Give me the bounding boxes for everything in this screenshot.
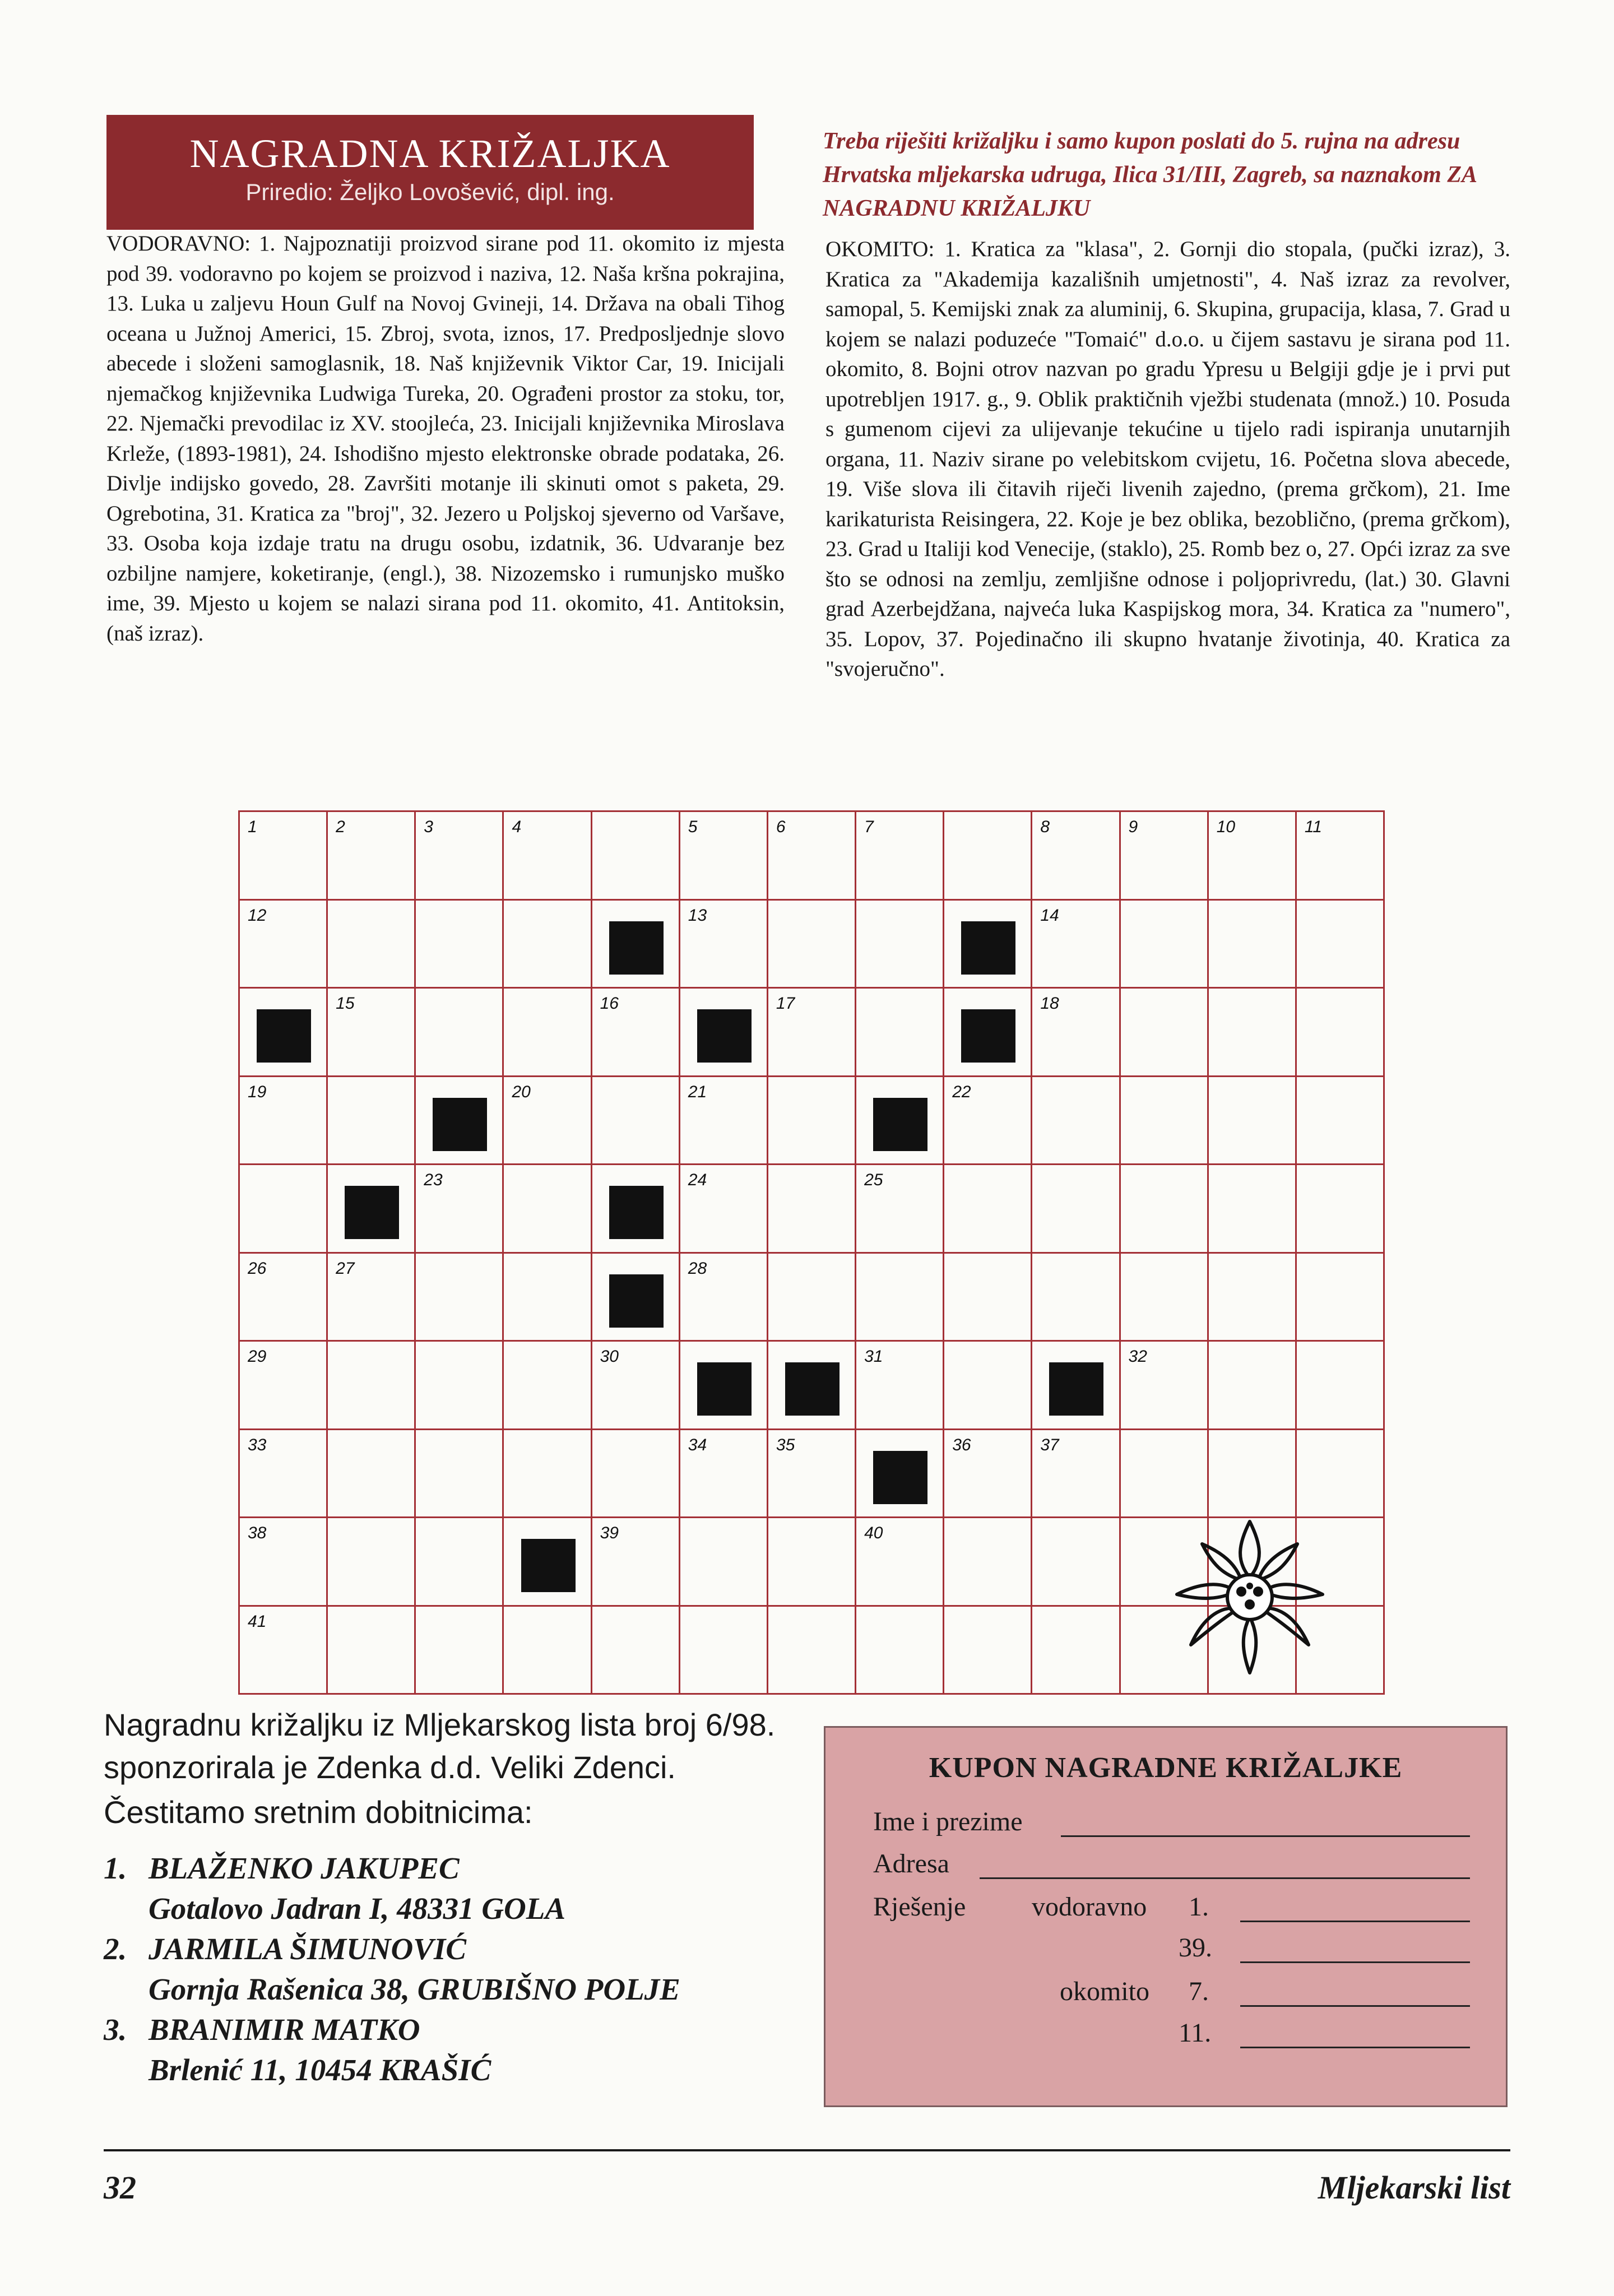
black-square — [697, 1009, 752, 1063]
grid-cell[interactable] — [502, 1075, 592, 1166]
cell-number: 6 — [776, 818, 786, 836]
instructions-text: Treba riješiti križaljku i samo kupon poslati do 5. rujna na adresu Hrvatska mljekarska udruga, Ilica 31/III, Zagreb, sa naznakom ZA NAGRADNU KRIŽALJKU — [823, 128, 1476, 221]
grid-cell[interactable] — [414, 1252, 504, 1342]
cell-number: 28 — [688, 1259, 707, 1278]
cell-number: 20 — [512, 1082, 531, 1101]
grid-cell[interactable] — [414, 899, 504, 989]
cell-number: 9 — [1128, 818, 1138, 836]
grid-cell[interactable] — [679, 899, 768, 989]
black-square — [1049, 1362, 1103, 1416]
cell-number: 4 — [512, 818, 522, 836]
winner-name: BRANIMIR MATKO — [149, 2012, 420, 2047]
publication-name: Mljekarski list — [1318, 2169, 1510, 2206]
grid-cell[interactable] — [414, 1428, 504, 1519]
grid-cell[interactable] — [1031, 1163, 1120, 1254]
black-square — [873, 1098, 927, 1151]
grid-cell[interactable] — [591, 987, 680, 1077]
grid-cell[interactable] — [1207, 899, 1297, 989]
grid-cell[interactable] — [767, 810, 856, 901]
grid-cell[interactable] — [1031, 1252, 1120, 1342]
grid-cell[interactable] — [679, 1516, 768, 1607]
cell-number: 32 — [1128, 1347, 1147, 1366]
winner-number: 2. — [104, 1932, 127, 1966]
cell-number: 1 — [248, 818, 257, 836]
cell-number: 12 — [248, 906, 267, 925]
grid-cell[interactable] — [591, 1075, 680, 1166]
grid-cell[interactable] — [855, 1516, 944, 1607]
cell-number: 41 — [248, 1612, 267, 1631]
grid-cell[interactable] — [502, 987, 592, 1077]
grid-cell[interactable] — [1295, 899, 1385, 989]
grid-cell[interactable] — [679, 810, 768, 901]
black-square — [873, 1451, 927, 1504]
grid-cell[interactable] — [1207, 1075, 1297, 1166]
grid-cell[interactable] — [1031, 810, 1120, 901]
grid-cell[interactable] — [414, 1075, 504, 1166]
grid-cell[interactable] — [1119, 1428, 1209, 1519]
grid-cell[interactable] — [1119, 1252, 1209, 1342]
winner-address: Brlenić 11, 10454 KRAŠIĆ — [149, 2053, 491, 2087]
grid-cell[interactable] — [414, 1605, 504, 1695]
across-39-label: 39. — [1179, 1933, 1212, 1963]
cell-number: 31 — [864, 1347, 883, 1366]
address-label: Adresa — [873, 1849, 949, 1878]
grid-cell[interactable] — [1031, 1340, 1120, 1430]
grid-cell[interactable] — [943, 1516, 1032, 1607]
grid-cell[interactable] — [238, 987, 328, 1077]
grid-cell[interactable] — [238, 1075, 328, 1166]
grid-cell[interactable] — [238, 1340, 328, 1430]
across-1-label: 1. — [1189, 1892, 1209, 1922]
grid-cell[interactable] — [238, 1605, 328, 1695]
grid-cell[interactable] — [767, 1252, 856, 1342]
grid-cell[interactable] — [326, 1252, 416, 1342]
cell-number: 30 — [600, 1347, 619, 1366]
address-field[interactable] — [980, 1877, 1470, 1879]
list-item — [104, 1848, 799, 1889]
list-item — [104, 1929, 799, 1969]
grid-cell[interactable] — [767, 987, 856, 1077]
grid-cell[interactable] — [1207, 1252, 1297, 1342]
grid-cell[interactable] — [326, 810, 416, 901]
name-label: Ime i prezime — [873, 1807, 1023, 1836]
black-square — [609, 1186, 664, 1239]
grid-cell[interactable] — [767, 1428, 856, 1519]
winners-list — [104, 1848, 799, 2090]
grid-cell[interactable] — [855, 899, 944, 989]
grid-cell[interactable] — [1207, 1163, 1297, 1254]
grid-cell[interactable] — [943, 1252, 1032, 1342]
grid-cell[interactable] — [238, 1428, 328, 1519]
grid-cell[interactable] — [855, 1340, 944, 1430]
cell-number: 22 — [952, 1082, 971, 1101]
cell-number: 18 — [1040, 994, 1059, 1013]
winner-number: 3. — [104, 2012, 127, 2047]
grid-cell[interactable] — [502, 1428, 592, 1519]
grid-cell[interactable] — [943, 987, 1032, 1077]
cell-number: 2 — [336, 818, 345, 836]
grid-cell[interactable] — [591, 1340, 680, 1430]
black-square — [961, 921, 1015, 975]
grid-cell[interactable] — [679, 1605, 768, 1695]
grid-cell[interactable] — [1295, 1163, 1385, 1254]
grid-cell[interactable] — [1207, 810, 1297, 901]
grid-cell[interactable] — [767, 899, 856, 989]
cell-number: 33 — [248, 1435, 267, 1454]
cell-number: 35 — [776, 1435, 795, 1454]
grid-cell[interactable] — [414, 810, 504, 901]
winners-section — [104, 1704, 799, 2090]
cell-number: 16 — [600, 994, 619, 1013]
down-11-field[interactable] — [1240, 2047, 1470, 2048]
cell-number: 17 — [776, 994, 795, 1013]
edelweiss-flower-icon — [1168, 1510, 1331, 1684]
cell-number: 21 — [688, 1082, 707, 1101]
grid-cell[interactable] — [943, 810, 1032, 901]
grid-cell[interactable] — [591, 1516, 680, 1607]
cell-number: 25 — [864, 1171, 883, 1189]
grid-cell[interactable] — [591, 899, 680, 989]
grid-cell[interactable] — [1031, 1075, 1120, 1166]
grid-cell[interactable] — [943, 1605, 1032, 1695]
grid-cell[interactable] — [1295, 987, 1385, 1077]
grid-cell[interactable] — [502, 1605, 592, 1695]
header-banner — [106, 115, 754, 230]
grid-cell[interactable] — [502, 899, 592, 989]
grid-cell[interactable] — [855, 1163, 944, 1254]
grid-cell[interactable] — [767, 1340, 856, 1430]
winner-number: 1. — [104, 1851, 127, 1885]
grid-cell[interactable] — [326, 1428, 416, 1519]
cell-number: 27 — [336, 1259, 355, 1278]
grid-cell[interactable] — [855, 1252, 944, 1342]
cell-number: 36 — [952, 1435, 971, 1454]
cell-number: 38 — [248, 1524, 267, 1542]
black-square — [609, 1274, 664, 1328]
list-item — [104, 2010, 799, 2050]
down-11-label: 11. — [1179, 2018, 1212, 2048]
grid-cell[interactable] — [502, 810, 592, 901]
grid-cell[interactable] — [679, 987, 768, 1077]
cell-number: 19 — [248, 1082, 267, 1101]
grid-cell[interactable] — [326, 899, 416, 989]
across-clues: VODORAVNO: 1. Najpoznatiji proizvod sirane pod 11. okomito iz mjesta pod 39. vodoravno po kojem se proizvod i naziva, 12. Naša kršna pokrajina, 13. Luka u zaljevu Houn Gulf na Novoj Gvineji, 14. Država na obali Tihog oceana u Južnoj Americi, 15. Zbroj, svota, iznos, 17. Predposljednje slovo abecede i složeni samoglasnik, 18. Naš književnik Viktor Car, 19. Inicijali njemačkog književnika Ludwiga Tureka, 20. Ograđeni prostor za stoku, tor, 22. Njemački prevodilac iz XV. stoojleća, 23. Inicijali književnika Miroslava Krleže, (1893-1981), 24. Ishodišno mjesto elektronske obrade podataka, 26. Divlje indijsko govedo, 28. Završiti motanje ili skinuti omot s paketa, 29. Ogrebotina, 31. Kratica za "broj", 32. Jezero u Poljskoj sjeverno od Varšave, 33. Osoba koja izdaje tratu na drugu osobu, izdatnik, 36. Udvaranje bez ozbiljne namjere, koketiranje, (engl.), 38. Nizozemsko i rumunjsko muško ime, 39. Mjesto u kojem se nalazi sirana pod 11. okomito, 41. Antitoksin, (naš izraz). — [106, 231, 785, 646]
grid-cell[interactable] — [1119, 1340, 1209, 1430]
down-label: okomito — [1060, 1977, 1150, 2006]
footer-rule — [104, 2149, 1510, 2151]
grid-cell[interactable] — [767, 1605, 856, 1695]
winner-name: BLAŽENKO JAKUPEC — [149, 1851, 460, 1885]
grid-cell[interactable] — [238, 1252, 328, 1342]
cell-number: 7 — [864, 818, 874, 836]
across-1-field[interactable] — [1240, 1921, 1470, 1922]
grid-cell[interactable] — [414, 987, 504, 1077]
grid-cell[interactable] — [1295, 1340, 1385, 1430]
name-field[interactable] — [1061, 1835, 1470, 1837]
black-square — [961, 1009, 1015, 1063]
grid-cell[interactable] — [767, 1516, 856, 1607]
grid-cell[interactable] — [1207, 1428, 1297, 1519]
cell-number: 15 — [336, 994, 355, 1013]
cell-number: 5 — [688, 818, 698, 836]
page-title: NAGRADNA KRIŽALJKA — [189, 131, 671, 176]
grid-cell[interactable] — [591, 1163, 680, 1254]
grid-cell[interactable] — [1295, 1075, 1385, 1166]
grid-cell[interactable] — [326, 1605, 416, 1695]
down-clues: OKOMITO: 1. Kratica za "klasa", 2. Gornji dio stopala, (pučki izraz), 3. Kratica za "Akademija kazališnih umjetnosti", 4. Naš izraz za revolver, samopal, 5. Kemijski znak za aluminij, 6. Skupina, grupacija, klasa, 7. Grad u kojem se nalazi poduzeće "Tomaić" d.o.o. u čijem sastavu je sirana pod 11. okomito, 8. Bojni otrov nazvan po gradu Ypresu u Belgiji gdje je i prvi put upotrebljen 1917. g., 9. Oblik praktičnih vježbi studenata (množ.) 10. Posuda s gumenom cijevi za ulijevanje tekućine u tijelo radi ispiranja unutarnjih organa, 11. Naziv sirane po velebitskom cvijetu, 16. Početna slova abecede, 19. Više slova ili čitavih riječi livenih zajedno, (prema grčkom), 21. Ime karikaturista Reisingera, 22. Koje je bez oblika, bezoblično, (prema grčkom), 23. Grad u Italiji kod Venecije, (staklo), 25. Romb bez o, 27. Opći izraz za sve što se odnosi na zemlju, zemljišne odnose i poljoprivredu, (lat.) 30. Glavni grad Azerbejdžana, najveća luka Kaspijskog mora, 34. Kratica za "numero", 35. Lopov, 37. Pojedinačno ili skupno hvatanje životinja, 40. Kratica za "svojeručno". — [825, 237, 1511, 681]
cell-number: 23 — [424, 1171, 443, 1189]
grid-cell[interactable] — [679, 1340, 768, 1430]
winners-congrats: Čestitamo sretnim dobitnicima: — [104, 1794, 533, 1830]
grid-cell[interactable] — [591, 1252, 680, 1342]
grid-cell[interactable] — [1031, 987, 1120, 1077]
grid-cell[interactable] — [502, 1340, 592, 1430]
grid-cell[interactable] — [591, 1428, 680, 1519]
grid-cell[interactable] — [1207, 987, 1297, 1077]
grid-cell[interactable] — [326, 1516, 416, 1607]
cell-number: 14 — [1040, 906, 1059, 925]
cell-number: 40 — [864, 1524, 883, 1542]
grid-cell[interactable] — [1295, 1252, 1385, 1342]
grid-cell[interactable] — [855, 1428, 944, 1519]
winner-address: Gornja Rašenica 38, GRUBIŠNO POLJE — [149, 1972, 680, 2006]
cell-number: 13 — [688, 906, 707, 925]
across-label: vodoravno — [1032, 1892, 1147, 1922]
grid-cell[interactable] — [502, 1516, 592, 1607]
grid-cell[interactable] — [679, 1428, 768, 1519]
grid-cell[interactable] — [1119, 899, 1209, 989]
grid-cell[interactable] — [1295, 810, 1385, 901]
grid-cell[interactable] — [591, 1605, 680, 1695]
cell-number: 37 — [1040, 1435, 1059, 1454]
grid-cell[interactable] — [1119, 1163, 1209, 1254]
grid-cell[interactable] — [943, 1163, 1032, 1254]
grid-cell[interactable] — [502, 1163, 592, 1254]
grid-cell[interactable] — [943, 1075, 1032, 1166]
grid-cell[interactable] — [238, 1163, 328, 1254]
grid-cell[interactable] — [414, 1340, 504, 1430]
grid-cell[interactable] — [943, 1340, 1032, 1430]
cell-number: 24 — [688, 1171, 707, 1189]
grid-cell[interactable] — [414, 1163, 504, 1254]
black-square — [345, 1186, 399, 1239]
grid-cell[interactable] — [414, 1516, 504, 1607]
grid-cell[interactable] — [1207, 1340, 1297, 1430]
grid-cell[interactable] — [767, 1163, 856, 1254]
grid-cell[interactable] — [767, 1075, 856, 1166]
black-square — [521, 1539, 576, 1592]
down-7-field[interactable] — [1240, 2005, 1470, 2007]
grid-cell[interactable] — [679, 1252, 768, 1342]
grid-cell[interactable] — [855, 1605, 944, 1695]
grid-cell[interactable] — [943, 899, 1032, 989]
black-square — [785, 1362, 840, 1416]
grid-cell[interactable] — [591, 810, 680, 901]
cell-number: 11 — [1304, 818, 1322, 836]
grid-cell[interactable] — [238, 810, 328, 901]
grid-cell[interactable] — [1031, 1428, 1120, 1519]
cell-number: 3 — [424, 818, 433, 836]
page-subtitle: Priredio: Željko Lovošević, dipl. ing. — [245, 179, 615, 205]
grid-cell[interactable] — [1031, 1605, 1120, 1695]
cell-number: 10 — [1216, 818, 1236, 836]
grid-cell[interactable] — [679, 1163, 768, 1254]
grid-cell[interactable] — [326, 987, 416, 1077]
grid-cell[interactable] — [855, 1075, 944, 1166]
coupon-box — [824, 1726, 1508, 2107]
grid-cell[interactable] — [1119, 1075, 1209, 1166]
grid-cell[interactable] — [502, 1252, 592, 1342]
black-square — [257, 1009, 311, 1063]
grid-cell[interactable] — [943, 1428, 1032, 1519]
coupon-title: KUPON NAGRADNE KRIŽALJKE — [929, 1752, 1403, 1784]
grid-cell[interactable] — [855, 987, 944, 1077]
grid-cell[interactable] — [679, 1075, 768, 1166]
cell-number: 29 — [248, 1347, 267, 1366]
grid-cell[interactable] — [1031, 899, 1120, 989]
winners-intro: Nagradnu križaljku iz Mljekarskog lista broj 6/98. sponzorirala je Zdenka d.d. Veliki Zdenci. — [104, 1707, 776, 1785]
grid-cell[interactable] — [326, 1340, 416, 1430]
grid-cell[interactable] — [238, 1516, 328, 1607]
grid-cell[interactable] — [326, 1163, 416, 1254]
cell-number: 8 — [1040, 818, 1050, 836]
black-square — [433, 1098, 487, 1151]
grid-cell[interactable] — [1119, 810, 1209, 901]
cell-number: 34 — [688, 1435, 707, 1454]
cell-number: 39 — [600, 1524, 619, 1542]
solution-label: Rješenje — [873, 1892, 966, 1922]
grid-cell[interactable] — [855, 810, 944, 901]
down-7-label: 7. — [1189, 1977, 1209, 2006]
winner-name: JARMILA ŠIMUNOVIĆ — [149, 1932, 466, 1966]
page-number: 32 — [104, 2169, 136, 2206]
cell-number: 26 — [248, 1259, 267, 1278]
grid-cell[interactable] — [238, 899, 328, 989]
black-square — [697, 1362, 752, 1416]
black-square — [609, 921, 664, 975]
grid-cell[interactable] — [1031, 1516, 1120, 1607]
across-39-field[interactable] — [1240, 1961, 1470, 1963]
winner-address: Gotalovo Jadran I, 48331 GOLA — [149, 1891, 566, 1926]
grid-cell[interactable] — [1295, 1428, 1385, 1519]
grid-cell[interactable] — [1119, 987, 1209, 1077]
grid-cell[interactable] — [326, 1075, 416, 1166]
